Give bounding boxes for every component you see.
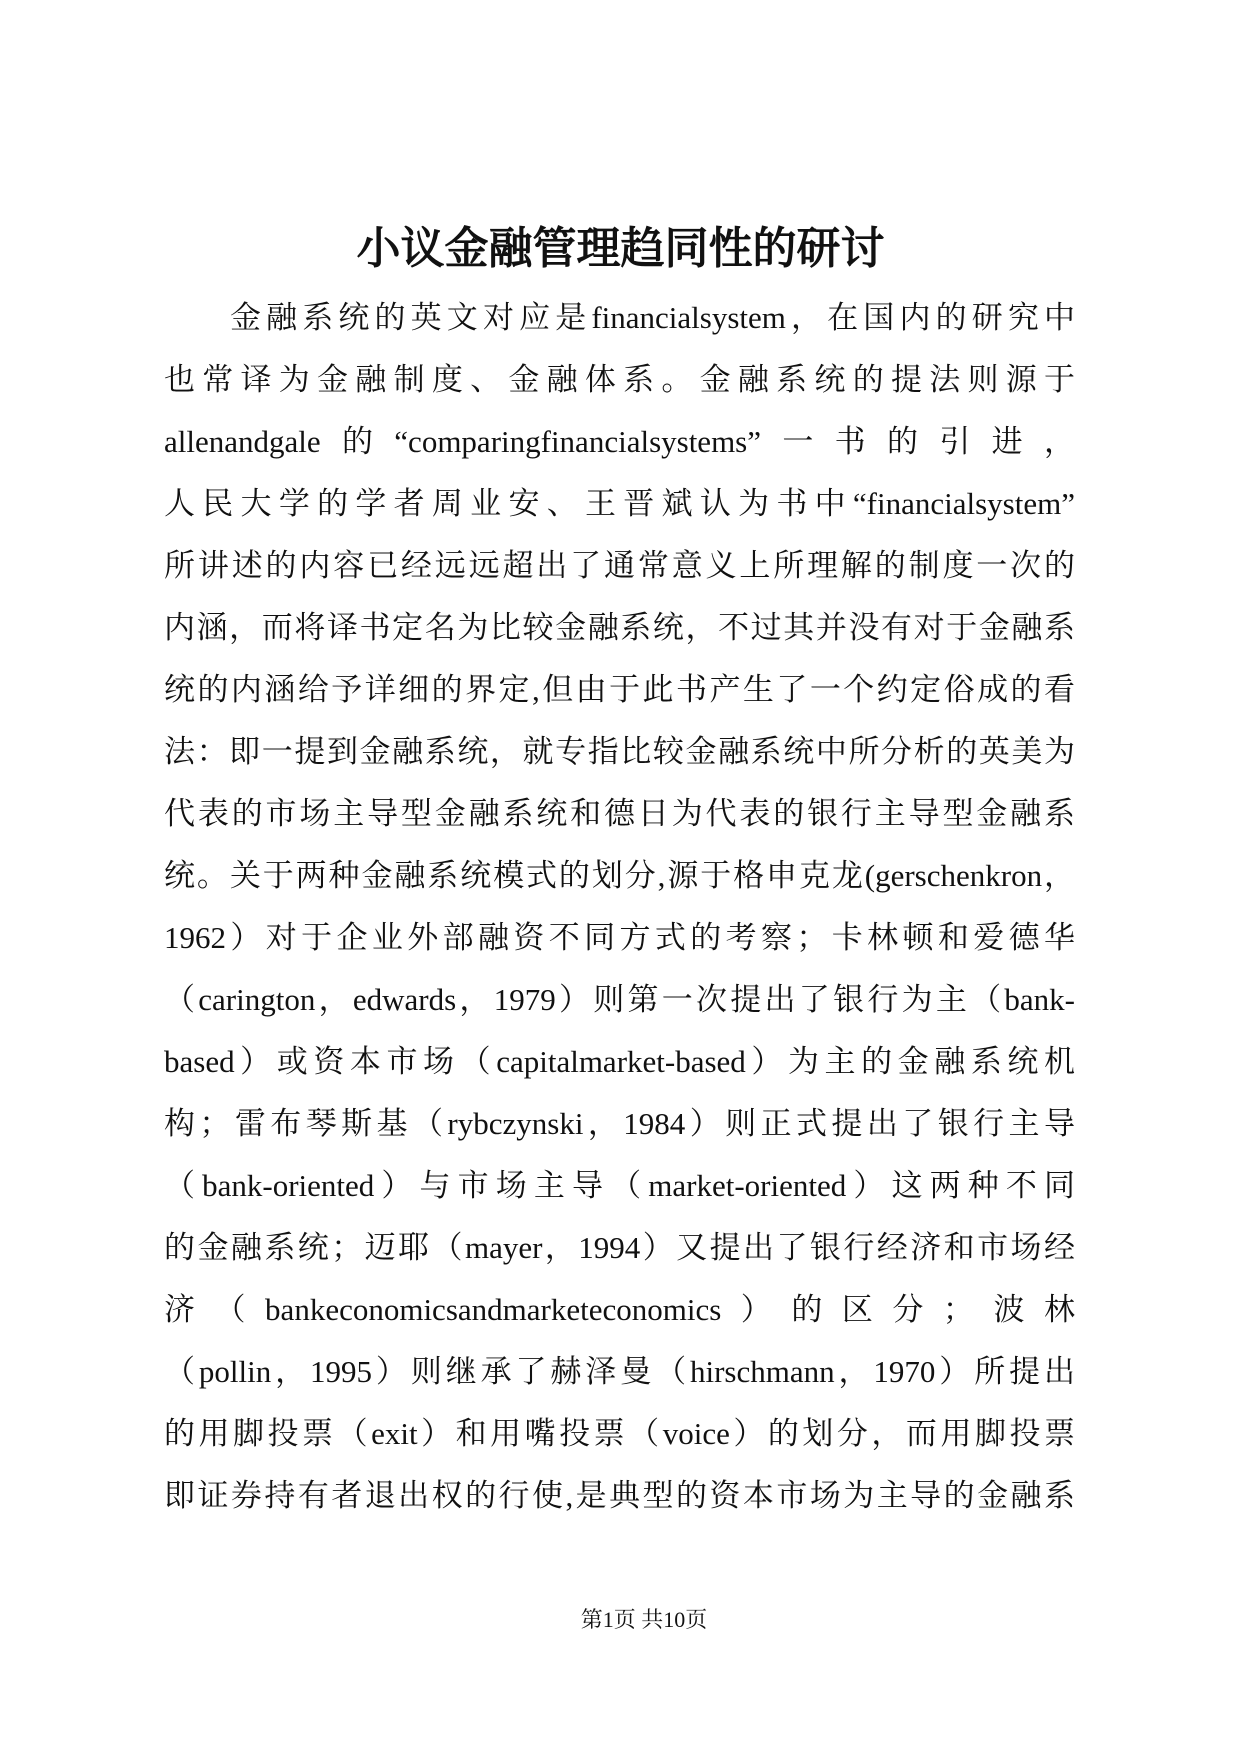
page-footer: 第1页 共10页 [580, 1607, 708, 1632]
body-text-line: （pollin，1995）则继承了赫泽曼（hirschmann，1970）所提出 [164, 1354, 1075, 1389]
body-text-line: （carington，edwards，1979）则第一次提出了银行为主（bank- [164, 982, 1075, 1017]
body-text-line: 统。关于两种金融系统模式的划分,源于格申克龙(gerschenkron， [164, 858, 1075, 893]
body-text-line: 1962）对于企业外部融资不同方式的考察；卡林顿和爱德华 [164, 920, 1075, 955]
body-text-line: 法：即一提到金融系统，就专指比较金融系统中所分析的英美为 [164, 734, 1075, 769]
body-text-line: based）或资本市场（capitalmarket-based）为主的金融系统机 [164, 1044, 1075, 1079]
body-text-line: 也常译为金融制度、金融体系。金融系统的提法则源于 [164, 362, 1075, 397]
body-text-line: 的用脚投票（exit）和用嘴投票（voice）的划分，而用脚投票 [164, 1416, 1075, 1451]
body-text-line: 金融系统的英文对应是financialsystem，在国内的研究中 [230, 300, 1075, 335]
body-text-line: （bank-oriented）与市场主导（market-oriented）这两种不同 [164, 1168, 1075, 1203]
body-text-line: 统的内涵给予详细的界定,但由于此书产生了一个约定俗成的看 [164, 672, 1075, 707]
body-text-line: 所讲述的内容已经远远超出了通常意义上所理解的制度一次的 [164, 548, 1075, 583]
body-text-line: 即证券持有者退出权的行使,是典型的资本市场为主导的金融系 [164, 1478, 1075, 1513]
body-text-line: 构；雷布琴斯基（rybczynski，1984）则正式提出了银行主导 [164, 1106, 1075, 1141]
body-text-line: 代表的市场主导型金融系统和德日为代表的银行主导型金融系 [164, 796, 1075, 831]
body-text [164, 287, 1075, 1527]
body-text-line: 内涵，而将译书定名为比较金融系统，不过其并没有对于金融系 [164, 610, 1075, 645]
document-title: 小议金融管理趋同性的研讨 [356, 224, 885, 273]
body-text-line: allenandgale的“comparingfinancialsystems”一书的引进， [164, 424, 1075, 459]
body-text-line: 人民大学的学者周业安、王晋斌认为书中“financialsystem” [164, 486, 1075, 521]
body-text-line: 济（bankeconomicsandmarketeconomics）的区分；波林 [164, 1292, 1075, 1327]
body-text-line: 的金融系统；迈耶（mayer，1994）又提出了银行经济和市场经 [164, 1230, 1075, 1265]
